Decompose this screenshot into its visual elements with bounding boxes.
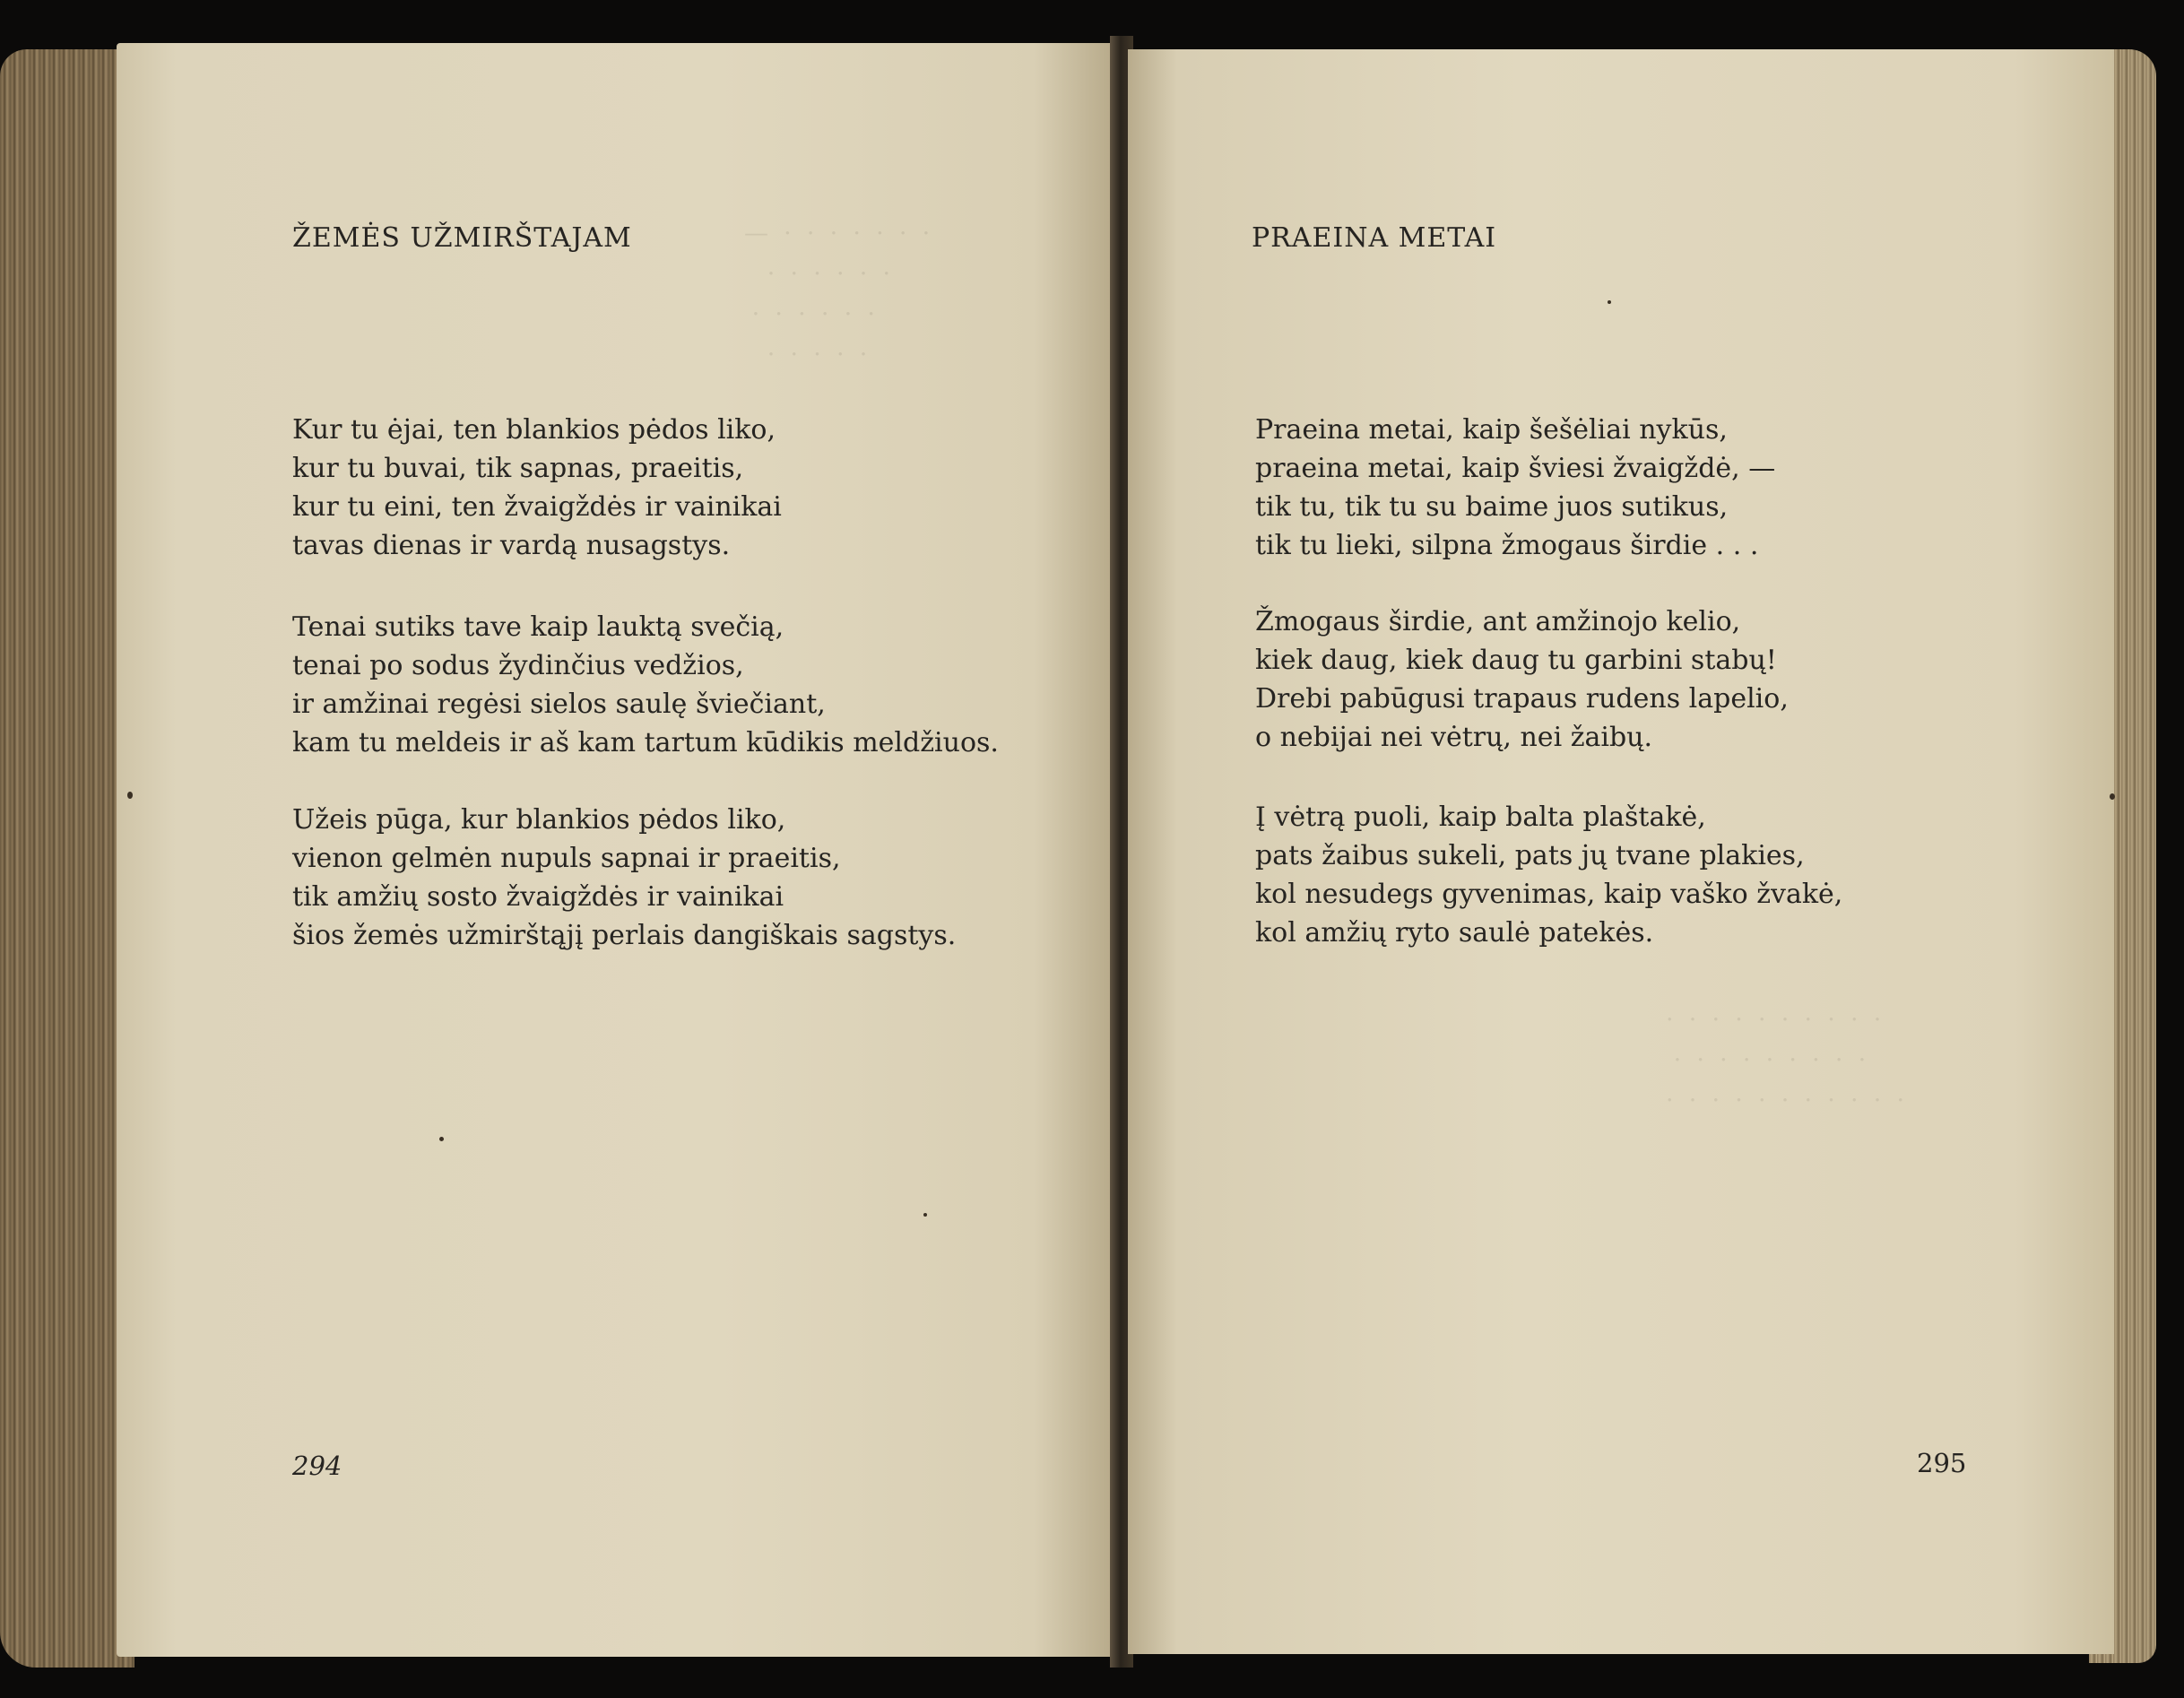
stanza-2 bbox=[292, 608, 999, 762]
paper-speck bbox=[1608, 300, 1611, 304]
stanza-2 bbox=[1255, 602, 1789, 757]
poem-line: kam tu meldeis ir aš kam tartum kūdikis meldžiuos. bbox=[292, 727, 999, 758]
poem-title: PRAEINA METAI bbox=[1252, 222, 1497, 254]
poem-title: ŽEMĖS UŽMIRŠTAJAM bbox=[292, 222, 632, 254]
paper-speck bbox=[127, 792, 133, 799]
poem-line: pats žaibus sukeli, pats jų tvane plakies, bbox=[1255, 840, 1805, 871]
stanza-1 bbox=[292, 411, 782, 565]
poem-line: o nebijai nei vėtrų, nei žaibų. bbox=[1255, 722, 1653, 753]
poem-line: tik tu lieki, silpna žmogaus širdie . . . bbox=[1255, 530, 1759, 561]
poem-line: Drebi pabūgusi trapaus rudens lapelio, bbox=[1255, 683, 1789, 715]
poem-line: tik tu, tik tu su baime juos sutikus, bbox=[1255, 491, 1729, 523]
poem-line: tik amžių sosto žvaigždės ir vainikai bbox=[292, 881, 784, 913]
poem-line: tavas dienas ir vardą nusagstys. bbox=[292, 530, 731, 561]
poem-line: kur tu buvai, tik sapnas, praeitis, bbox=[292, 453, 744, 484]
poem-line: Tenai sutiks tave kaip lauktą svečią, bbox=[292, 611, 784, 643]
stanza-1 bbox=[1255, 411, 1775, 565]
bleed-through-text: — · · · · · · · · · · · · · · · · · · · · · · · · bbox=[744, 220, 931, 368]
poem-line: Kur tu ėjai, ten blankios pėdos liko, bbox=[292, 414, 776, 446]
poem-line: kiek daug, kiek daug tu garbini stabų! bbox=[1255, 645, 1777, 676]
poem-line: Praeina metai, kaip šešėliai nykūs, bbox=[1255, 414, 1728, 446]
poem-line: Užeis pūga, kur blankios pėdos liko, bbox=[292, 804, 786, 836]
left-page bbox=[117, 43, 1114, 1657]
page-number: 294 bbox=[292, 1451, 342, 1481]
poem-line: tenai po sodus žydinčius vedžios, bbox=[292, 650, 744, 681]
poem-line: kur tu eini, ten žvaigždės ir vainikai bbox=[292, 491, 782, 523]
paper-speck bbox=[2110, 793, 2115, 800]
bleed-through-text: · · · · · · · · · · · · · · · · · · · · · · · · · · · · · · bbox=[1666, 1006, 1905, 1114]
poem-line: vienon gelmėn nupuls sapnai ir praeitis, bbox=[292, 843, 841, 874]
right-page bbox=[1128, 49, 2114, 1654]
stanza-3 bbox=[1255, 798, 1842, 952]
stanza-3 bbox=[292, 801, 956, 955]
paper-speck bbox=[439, 1137, 444, 1141]
poem-line: šios žemės užmirštąjį perlais dangiškais sagstys. bbox=[292, 920, 957, 951]
poem-line: praeina metai, kaip šviesi žvaigždė, — bbox=[1255, 453, 1776, 484]
left-page-edges bbox=[0, 49, 134, 1668]
poem-line: ir amžinai regėsi sielos saulę šviečiant, bbox=[292, 689, 826, 720]
poem-line: kol amžių ryto saulė patekės. bbox=[1255, 917, 1654, 949]
poem-line: Žmogaus širdie, ant amžinojo kelio, bbox=[1255, 606, 1741, 637]
page-number: 295 bbox=[1917, 1448, 1967, 1478]
poem-line: Į vėtrą puoli, kaip balta plaštakė, bbox=[1255, 801, 1706, 833]
poem-line: kol nesudegs gyvenimas, kaip vaško žvakė, bbox=[1255, 879, 1843, 910]
paper-speck bbox=[923, 1213, 927, 1217]
